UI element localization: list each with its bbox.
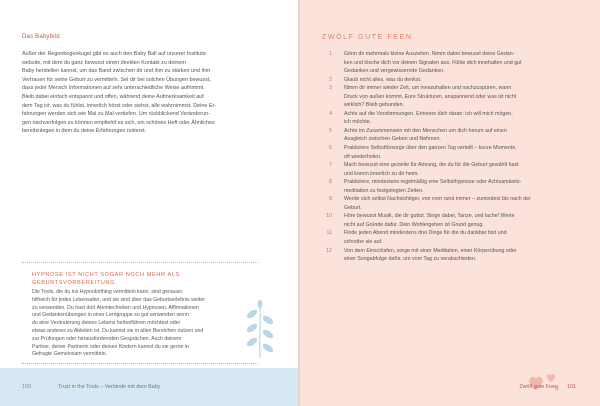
list-line: nicht auf Gründe dafür. Dein Wohlergehen ist Grund genug. — [344, 221, 484, 228]
body-line: bereitzulegen in dem du deine Erfahrungen notierst. — [22, 128, 147, 135]
list-number: 1 — [329, 51, 332, 57]
left-page — [0, 0, 298, 406]
list-number: 5 — [329, 127, 332, 134]
list-number: 7 — [329, 162, 332, 169]
page-number: 100 — [22, 384, 31, 390]
body-line: website, mit dem du ganz bewusst einen direkten Kontakt zu deinem — [22, 59, 186, 66]
body-line: gen nachverfolgen zu können empfiehlt es sich, ein schönes Heft oder Ähnliches — [22, 119, 215, 126]
body-paragraph — [22, 50, 280, 136]
body-line: dass jeder Mensch Informationen auf sehr unterschiedliche Weise aufnimmt. — [22, 85, 205, 92]
info-line: Die Tools, die du ins Hypnobirthing vermitteln kann, sind genauso — [32, 289, 183, 295]
list-line: Werde sich selbst Nachsichtiger, von vorn rund immer – zumindest bis nach der — [344, 196, 531, 203]
list-line: ich möchte. — [344, 119, 372, 126]
list-line: Glaub nicht alles, was du denkst. — [344, 76, 422, 83]
page-heading: ZWÖLF GUTE FEEN — [322, 34, 413, 41]
info-title-line: GEBURTSVORBEREITUNG — [32, 280, 116, 286]
body-line: Vertrauen für seine Geburt zu vermitteln. Sei dir bei solchen Übungen bewusst, — [22, 76, 211, 83]
list-line: Praktiziere Selbstfürsorge über den ganzen Tag verteilt – kurze Momente, — [344, 145, 517, 152]
list-item — [322, 110, 586, 127]
page-number: 101 — [567, 384, 576, 390]
list-number: 2 — [329, 76, 332, 83]
list-number: 12 — [326, 247, 332, 254]
list-line: Ausgleich zwischen Geben und Nehmen. — [344, 136, 441, 143]
hearts-icon — [526, 370, 562, 394]
list-line: Achte auf die Vorstimmungen. Erinnere dich daran: ich will mich mögen, — [344, 110, 513, 117]
body-line: Bleib dabei einfach entspannt und offen, während deine Aufmerksamkeit auf — [22, 93, 204, 100]
list-line: und komm innerlich zu dir heim. — [344, 170, 419, 177]
list-line: Praktiziere, mindestens regelmäßig eine Selbsthypnose oder Achtsamkeits- — [344, 179, 522, 186]
list-line: ken und lösche dich vor deinen Signalen aus. Fühle dich innehalten und gut — [344, 59, 522, 66]
body-line: Baby herstellen kannst, um das Band zwischen dir und ihm zu stärken und ihm — [22, 68, 211, 75]
list-line: Nimm dir immer wieder Zeit, um innezuhalten und nachzuspüren, wann — [344, 85, 512, 92]
list-item — [322, 247, 586, 264]
list-number: 8 — [329, 179, 332, 186]
body-line: fahrungen werden sich wie Mal zu Mal vertiefen. Um rückblickend Veränderun- — [22, 111, 210, 118]
list-number: 9 — [329, 196, 332, 203]
running-title: Zwölf gute Feen — [519, 384, 558, 390]
left-footer — [0, 368, 298, 406]
info-box — [22, 262, 258, 364]
list-line: meditation zu festgelegten Zeiten. — [344, 187, 424, 194]
list-line: Achte im Zusammensein mit den Menschen um dich herum auf einen — [344, 127, 507, 134]
list-line: einer Songabfolge dafür, um vom Tag zu verabschieden. — [344, 256, 477, 263]
info-box-text — [32, 289, 244, 359]
list-number: 3 — [329, 85, 332, 92]
info-line: zu verwenden. Du hast dort Atemtechniken und Hypnosen, Affirmationen — [32, 304, 199, 311]
list-item — [322, 127, 586, 144]
list-item — [322, 144, 586, 161]
info-line: Gefragte Gemeinsam vermitteln. — [32, 351, 107, 358]
list-item — [322, 212, 586, 229]
list-item — [322, 50, 586, 76]
list-line: Finde jeden Abend mindestens drei Dinge für die du dankbar bist und — [344, 230, 507, 237]
body-line: dem Tag ist, was du fühlst, innerlich hörst oder siehst, alle wahrnimmst. Deine Er- — [22, 102, 217, 109]
list-number: 10 — [326, 213, 332, 220]
list-number: 4 — [329, 110, 332, 117]
info-line: zur Prüfungen oder herausfordernden Gesprächen. Auch deinem — [32, 335, 182, 342]
numbered-list — [322, 50, 586, 264]
info-line: hilfreich für jedes Lebensalter, und sie sind über das Geburtserlebnis weiter — [32, 296, 206, 303]
list-item — [322, 195, 586, 212]
right-page — [300, 0, 600, 406]
list-line: Druck von außen kommt, Eure Strukturen, anspannend oder was ist nicht — [344, 93, 517, 100]
list-item — [322, 76, 586, 85]
info-line: du eine Veränderung deines Lebens herbeiführen möchtest oder — [32, 320, 181, 327]
right-footer — [300, 368, 600, 406]
info-title-line: HYPNOSE IST NICHT SOGAR NOCH MEHR ALS — [32, 272, 180, 278]
list-line: Gönn dir mehrmals kleine Auszeiten. Nimm dabei bewusst deine Gedan- — [344, 51, 515, 57]
list-line: Mach bewusst eine gezielte für Atmung, die du für die Geburt gewählt hast — [344, 162, 519, 169]
info-box-title — [32, 271, 180, 287]
list-line: Höre bewusst Musik, die dir guttut. Singe dabei, Tanze, und lache! Werte — [344, 213, 515, 220]
list-line: wirklich? Bleib gebunden. — [344, 102, 405, 109]
list-item — [322, 229, 586, 246]
list-item — [322, 161, 586, 178]
list-line: Gedanken und vergewissernde Gedanken. — [344, 68, 445, 75]
list-item — [322, 84, 586, 110]
section-label: Das Babybild — [22, 34, 60, 40]
list-number: 11 — [326, 230, 332, 237]
info-line: Partner, deiner Partnerin oder deinen Kindern kannst du sie gerne in — [32, 343, 189, 350]
body-line: Außer der Regenbogenkugel gibt es auch den Baby Ball auf unserer Instituts- — [22, 51, 208, 57]
info-line: etwas anderes zu Ableiten ist. Du kannst sie in allen Bereichen nutzen und — [32, 327, 204, 334]
list-item — [322, 178, 586, 195]
list-number: 6 — [329, 145, 332, 152]
leaf-branch-icon — [240, 300, 280, 360]
list-line: Geburt. — [344, 204, 362, 211]
list-line: oft wiederholen. — [344, 153, 382, 160]
running-title: Trust in the Tools – Verbinde mit dem Baby — [58, 384, 161, 390]
info-line: und Gedankenübungen in einer Lerngruppe so gut verwenden wenn — [32, 312, 189, 319]
list-line: Von dem Einschlafen, sorge mit einer Meditation, einer Körperübung oder — [344, 247, 517, 254]
list-line: schreibe sie auf. — [344, 239, 383, 246]
